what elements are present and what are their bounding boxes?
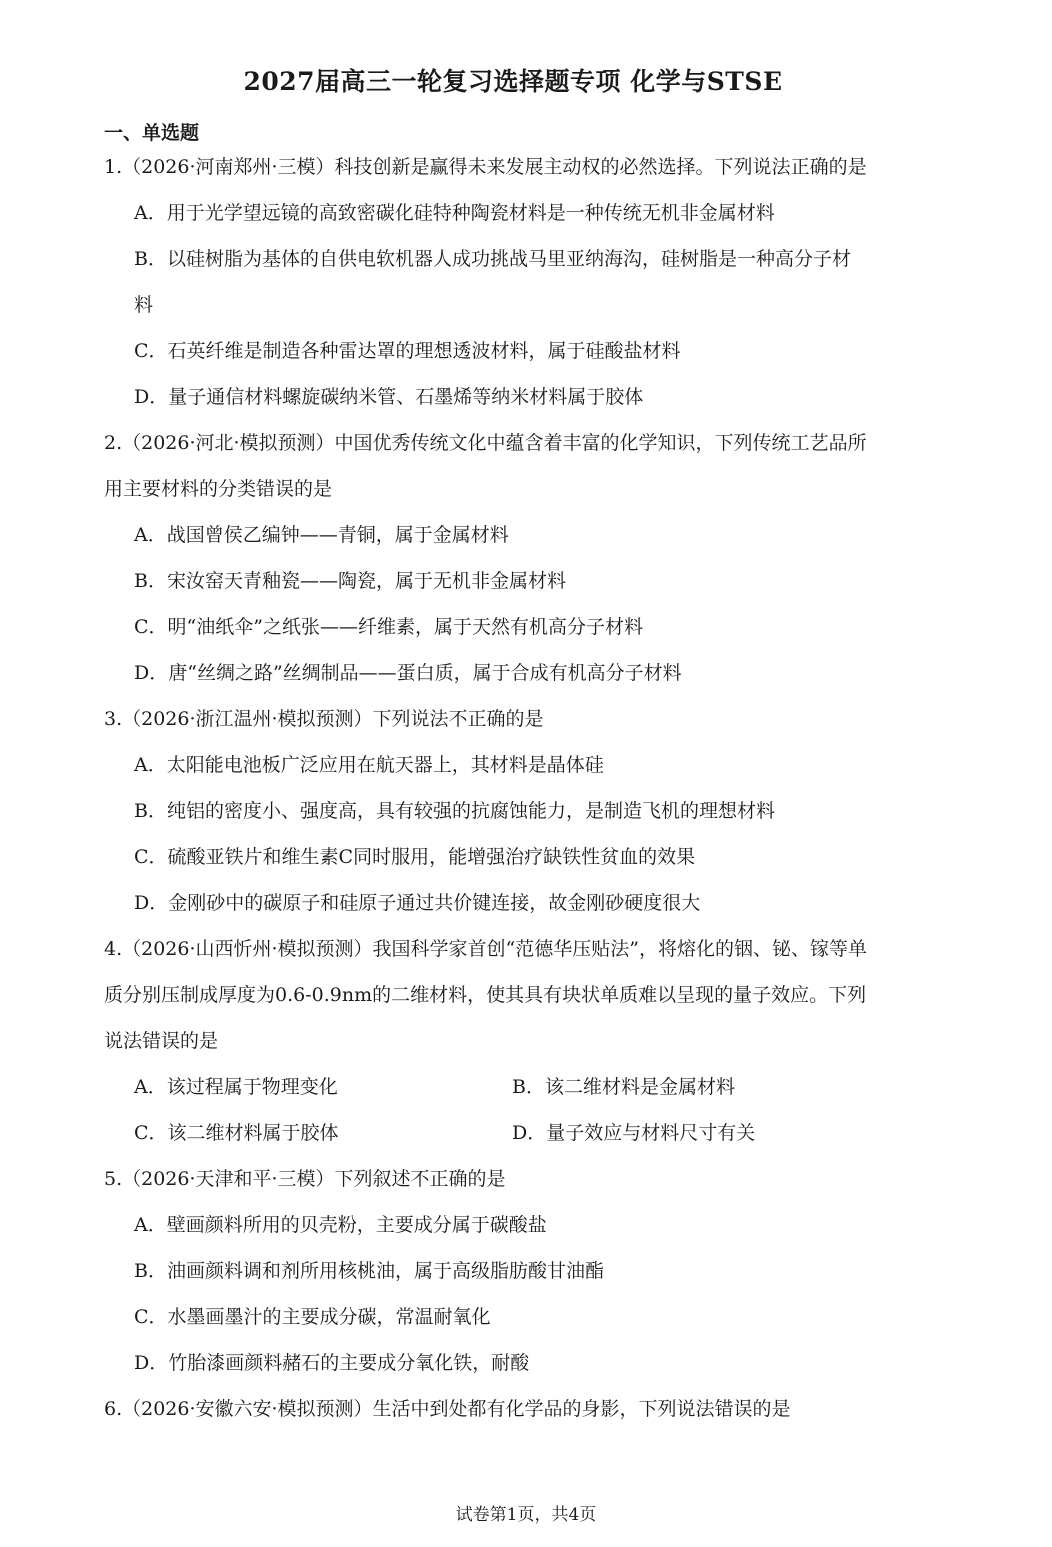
question-2-option-b[interactable]: B．宋汝窑天青釉瓷——陶瓷，属于无机非金属材料	[134, 570, 566, 592]
question-2-option-a[interactable]: A．战国曾侯乙编钟——青铜，属于金属材料	[134, 524, 509, 546]
question-2-stem: 2.（2026·河北·模拟预测）中国优秀传统文化中蕴含着丰富的化学知识，下列传统工艺品所	[104, 432, 867, 454]
question-4-stem-cont-2: 说法错误的是	[104, 1030, 219, 1052]
question-1-option-d[interactable]: D．量子通信材料螺旋碳纳米管、石墨烯等纳米材料属于胶体	[134, 386, 644, 408]
question-2-option-d[interactable]: D．唐“丝绸之路”丝绸制品——蛋白质，属于合成有机高分子材料	[134, 662, 682, 684]
question-3-option-c[interactable]: C．硫酸亚铁片和维生素C同时服用，能增强治疗缺铁性贫血的效果	[134, 846, 696, 868]
question-2-option-c[interactable]: C．明“油纸伞”之纸张——纤维素，属于天然有机高分子材料	[134, 616, 643, 638]
question-4-option-c[interactable]: C．该二维材料属于胶体	[134, 1122, 339, 1144]
question-4-option-d[interactable]: D．量子效应与材料尺寸有关	[512, 1122, 756, 1144]
question-5-option-b[interactable]: B．油画颜料调和剂所用核桃油，属于高级脂肪酸甘油酯	[134, 1260, 604, 1282]
question-3-stem: 3.（2026·浙江温州·模拟预测）下列说法不正确的是	[104, 708, 544, 730]
question-3-option-a[interactable]: A．太阳能电池板广泛应用在航天器上，其材料是晶体硅	[134, 754, 604, 776]
question-1-option-b-cont: 料	[134, 294, 154, 316]
question-3-option-d[interactable]: D．金刚砂中的碳原子和硅原子通过共价键连接，故金刚砂硬度很大	[134, 892, 701, 914]
page-footer: 试卷第1页，共4页	[455, 1505, 597, 1525]
question-2-stem-cont: 用主要材料的分类错误的是	[104, 478, 333, 500]
question-6-stem: 6.（2026·安徽六安·模拟预测）生活中到处都有化学品的身影，下列说法错误的是	[104, 1398, 791, 1420]
section-heading: 一、单选题	[104, 122, 200, 144]
question-3-option-b[interactable]: B．纯铝的密度小、强度高，具有较强的抗腐蚀能力，是制造飞机的理想材料	[134, 800, 775, 822]
question-1-option-b[interactable]: B．以硅树脂为基体的自供电软机器人成功挑战马里亚纳海沟，硅树脂是一种高分子材	[134, 248, 851, 270]
question-4-stem: 4.（2026·山西忻州·模拟预测）我国科学家首创“范德华压贴法”，将熔化的铟、铋、镓等单	[104, 938, 867, 960]
question-5-option-c[interactable]: C．水墨画墨汁的主要成分碳，常温耐氧化	[134, 1306, 491, 1328]
question-4-option-b[interactable]: B．该二维材料是金属材料	[512, 1076, 735, 1098]
question-4-stem-cont-1: 质分别压制成厚度为0.6-0.9nm的二维材料，使其具有块状单质难以呈现的量子效应。下列	[104, 984, 867, 1006]
question-1-option-c[interactable]: C．石英纤维是制造各种雷达罩的理想透波材料，属于硅酸盐材料	[134, 340, 681, 362]
question-1-option-a[interactable]: A．用于光学望远镜的高致密碳化硅特种陶瓷材料是一种传统无机非金属材料	[134, 202, 775, 224]
question-5-option-d[interactable]: D．竹胎漆画颜料赭石的主要成分氧化铁，耐酸	[134, 1352, 530, 1374]
page-title: 2027届高三一轮复习选择题专项 化学与STSE	[243, 67, 783, 96]
question-1-stem: 1.（2026·河南郑州·三模）科技创新是赢得未来发展主动权的必然选择。下列说法正确的是	[104, 156, 867, 178]
question-4-option-a[interactable]: A．该过程属于物理变化	[134, 1076, 338, 1098]
question-5-option-a[interactable]: A．壁画颜料所用的贝壳粉，主要成分属于碳酸盐	[134, 1214, 547, 1236]
question-5-stem: 5.（2026·天津和平·三模）下列叙述不正确的是	[104, 1168, 506, 1190]
